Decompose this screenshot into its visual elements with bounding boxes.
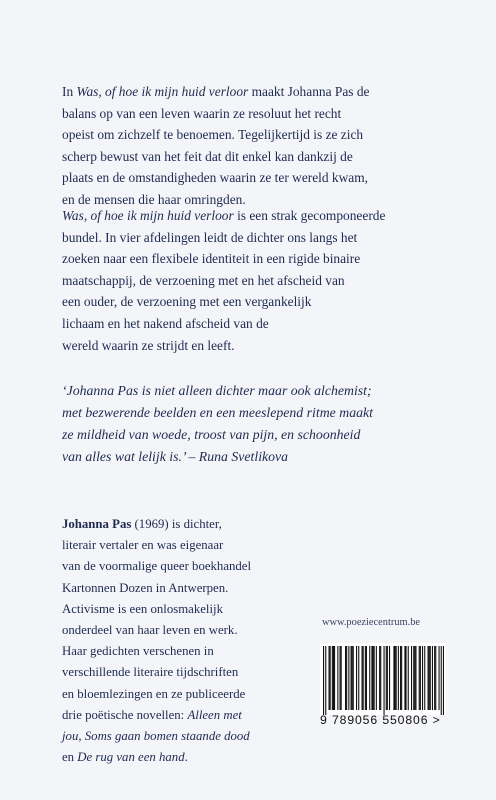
barcode-bar bbox=[413, 646, 414, 710]
barcode-bar bbox=[439, 646, 440, 710]
author-bio bbox=[62, 514, 251, 768]
blurb-2-line-2: bundel. In vier afdelingen leidt de dichter ons langs het bbox=[62, 229, 358, 245]
barcode-bar bbox=[429, 646, 430, 710]
blurb-2-line-3: zoeken naar een flexibele identiteit in een rigide binaire bbox=[62, 251, 361, 267]
text-span: en bbox=[62, 750, 78, 765]
review-quote bbox=[62, 380, 373, 468]
blurb-1-line-1 bbox=[62, 81, 369, 103]
blurb-1-line-6: en de mensen die haar omringden. bbox=[62, 191, 246, 207]
barcode-bar bbox=[351, 646, 352, 710]
barcode-bar bbox=[356, 646, 357, 710]
barcode-bar bbox=[422, 646, 423, 710]
blurb-2-line-7: wereld waarin ze strijdt en leeft. bbox=[62, 337, 235, 353]
barcode-bar bbox=[371, 646, 372, 710]
barcode-bar bbox=[363, 646, 364, 710]
text-span: maakt Johanna Pas de bbox=[248, 84, 370, 99]
barcode-bar bbox=[419, 646, 420, 710]
novel-title-italic: Soms gaan bomen staande dood bbox=[84, 729, 250, 744]
blurb-paragraph-1 bbox=[62, 81, 369, 211]
blurb-2-line-1 bbox=[62, 205, 385, 227]
barcode-bar bbox=[352, 646, 353, 710]
barcode-bar bbox=[376, 646, 377, 710]
bio-line-12 bbox=[62, 747, 251, 768]
text-span: (1969) is dichter, bbox=[131, 517, 222, 531]
barcode-bar bbox=[432, 646, 433, 710]
blurb-2-line-4: maatschappij, de verzoening met en het afscheid van bbox=[62, 272, 345, 288]
text-span: In bbox=[62, 84, 77, 99]
barcode-bar bbox=[386, 646, 387, 710]
barcode-bar bbox=[434, 646, 435, 710]
quote-line-4: van alles wat lelijk is.’ – Runa Svetlikova bbox=[62, 449, 289, 464]
isbn-number: 9 789056 550806 > bbox=[320, 713, 441, 727]
blurb-1-line-2: balans op van een leven waarin ze resoluut het recht bbox=[62, 105, 342, 121]
barcode-bar bbox=[428, 646, 429, 710]
barcode-bar bbox=[333, 646, 334, 710]
author-name: Johanna Pas bbox=[62, 517, 132, 531]
barcode-bar bbox=[362, 646, 363, 710]
text-span: is een strak gecomponeerde bbox=[233, 208, 386, 223]
bio-line-4: Kartonnen Dozen in Antwerpen. bbox=[62, 580, 229, 595]
novel-title-italic: jou bbox=[62, 729, 79, 744]
bio-line-10 bbox=[62, 705, 251, 726]
barcode-bar bbox=[366, 646, 367, 710]
bio-line-11 bbox=[62, 726, 251, 747]
bio-line-3: van de voormalige queer boekhandel bbox=[62, 559, 252, 574]
bio-line-6: onderdeel van haar leven en werk. bbox=[62, 623, 238, 638]
barcode-bar bbox=[369, 646, 370, 710]
publisher-website[interactable]: www.poeziecentrum.be bbox=[322, 617, 420, 628]
barcode-bar bbox=[404, 646, 405, 710]
text-span: . bbox=[184, 750, 188, 765]
barcode-bar bbox=[337, 646, 338, 710]
barcode-bar bbox=[358, 646, 359, 710]
novel-title-italic: De rug van een hand bbox=[77, 750, 185, 765]
text-span: drie poëtische novellen: bbox=[62, 707, 188, 722]
isbn-barcode bbox=[320, 643, 446, 715]
blurb-1-line-5: plaats en de omstandigheden waarin ze ter wereld kwam, bbox=[62, 170, 369, 186]
barcode-bar bbox=[395, 646, 396, 710]
barcode-bar bbox=[384, 646, 385, 715]
barcode-bar bbox=[340, 646, 341, 710]
bio-line-5: Activisme is een onlosmakelijk bbox=[62, 601, 223, 616]
barcode-bar bbox=[408, 646, 409, 710]
book-title-italic: Was, of hoe ik mijn huid verloor bbox=[76, 84, 249, 99]
barcode-bar bbox=[346, 646, 347, 710]
blurb-2-line-5: een ouder, de verzoening met een vergankelijk bbox=[62, 294, 312, 310]
barcode-bar bbox=[365, 646, 366, 710]
barcode-bar bbox=[424, 646, 425, 710]
barcode-bar bbox=[406, 646, 407, 710]
barcode-bar bbox=[330, 646, 331, 710]
barcode-bar bbox=[414, 646, 415, 710]
quote-line-3: ze mildheid van woede, troost van pijn, en schoonheid bbox=[62, 427, 361, 442]
barcode-bar bbox=[329, 646, 330, 710]
text-span: , bbox=[78, 729, 85, 744]
barcode-bar bbox=[334, 646, 335, 710]
bio-line-7: Haar gedichten verschenen in bbox=[62, 644, 214, 659]
barcode-bar bbox=[411, 646, 412, 710]
barcode-bar bbox=[420, 646, 421, 710]
barcode-bar bbox=[398, 646, 399, 710]
barcode-bar bbox=[387, 646, 388, 710]
blurb-1-line-4: scherp bewust van het feit dat dit enkel kan dankzij de bbox=[62, 148, 353, 164]
barcode-bar bbox=[353, 646, 354, 710]
book-title-italic: Was, of hoe ik mijn huid verloor bbox=[62, 208, 234, 223]
barcode-bar bbox=[374, 646, 375, 710]
barcode-bar bbox=[348, 646, 349, 710]
barcode-bar bbox=[345, 646, 346, 710]
barcode-bar bbox=[379, 646, 380, 710]
novel-title-italic: Alleen met bbox=[187, 707, 242, 722]
bio-line-8: verschillende literaire tijdschriften bbox=[62, 665, 239, 680]
barcode-bar bbox=[325, 646, 326, 715]
barcode-bar bbox=[441, 646, 442, 715]
barcode-bar bbox=[430, 646, 431, 710]
barcode-bar bbox=[332, 646, 333, 710]
barcode-bar bbox=[323, 646, 324, 715]
barcode-bar bbox=[393, 646, 394, 710]
bio-line-2: literair vertaler en was eigenaar bbox=[62, 538, 224, 553]
blurb-1-line-3: opeist om zichzelf te benoemen. Tegelijkertijd is ze zich bbox=[62, 127, 364, 143]
barcode-bar bbox=[380, 646, 381, 710]
blurb-2-line-6: lichaam en het nakend afscheid van de bbox=[62, 315, 269, 331]
barcode-bar bbox=[389, 646, 390, 710]
bio-line-1 bbox=[62, 514, 251, 535]
barcode-bars bbox=[320, 643, 446, 715]
blurb-paragraph-2 bbox=[62, 205, 385, 356]
bio-line-9: en bloemlezingen en ze publiceerde bbox=[62, 686, 246, 701]
barcode-bar bbox=[341, 646, 342, 710]
barcode-bar bbox=[401, 646, 402, 710]
barcode-bar bbox=[396, 646, 397, 710]
barcode-bar bbox=[373, 646, 374, 710]
barcode-bar bbox=[435, 646, 436, 710]
quote-line-2: met bezwerende beelden en een meeslepend ritme maakt bbox=[62, 405, 373, 420]
barcode-bar bbox=[443, 646, 444, 715]
barcode-bar bbox=[415, 646, 416, 710]
quote-line-1: ‘Johanna Pas is niet alleen dichter maar ook alchemist; bbox=[62, 383, 372, 398]
barcode-bar bbox=[400, 646, 401, 710]
